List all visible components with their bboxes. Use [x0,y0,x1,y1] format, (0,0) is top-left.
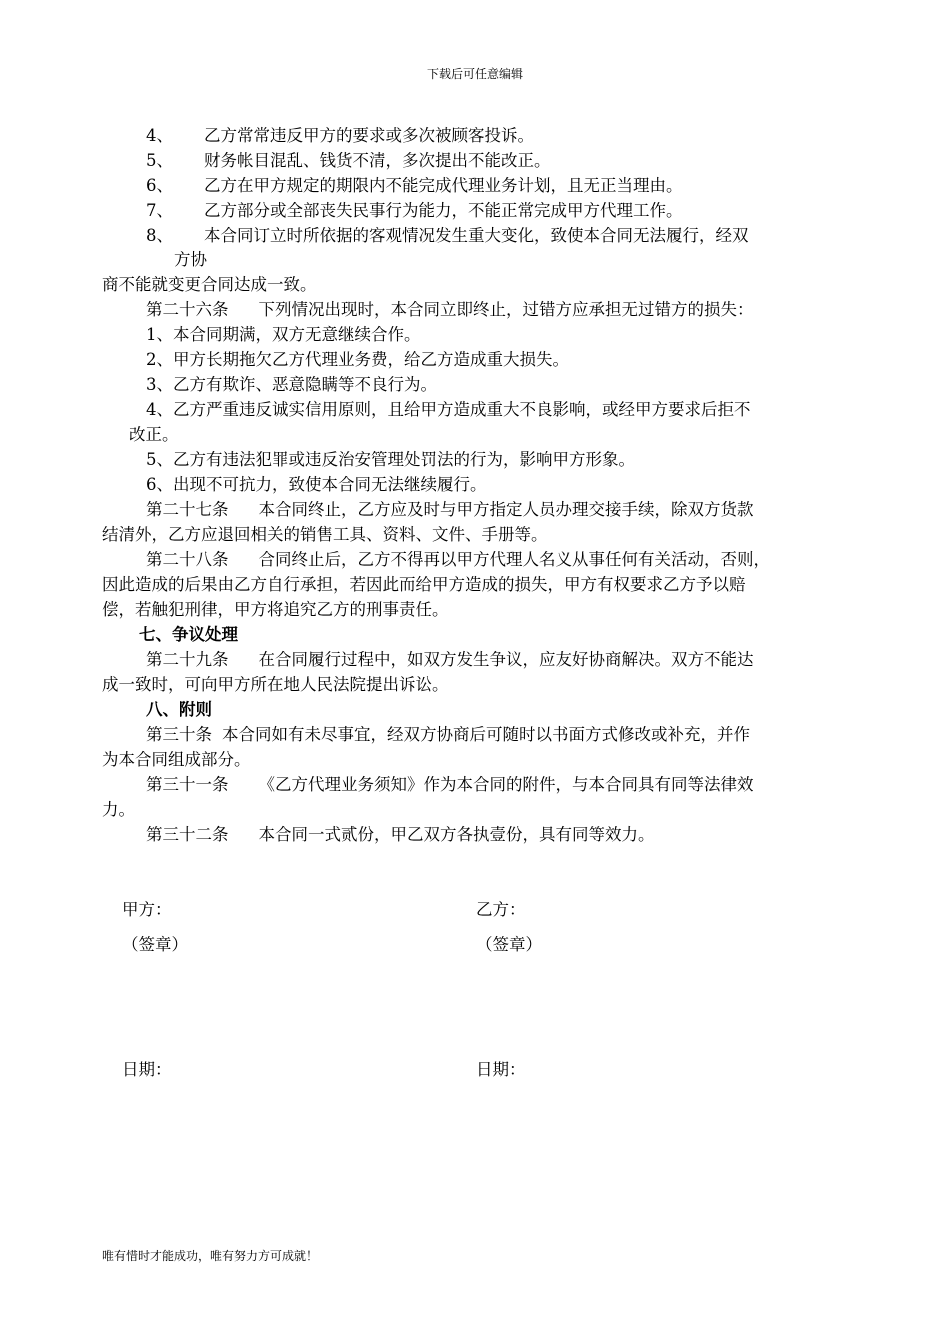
article-title: 第二十七条 [146,500,229,519]
article-title: 第二十九条 [146,650,229,669]
article-text: 下列情况出现时，本合同立即终止，过错方应承担无过错方的损失： [258,300,754,319]
article-text-line: 成一致时，可向甲方所在地人民法院提出诉讼。 [102,675,449,694]
party-a-label: 甲方： [122,900,172,919]
list-item: 6、出现不可抗力，致使本合同无法继续履行。 [146,475,487,494]
item-text: 乙方常常违反甲方的要求或多次被顾客投诉。 [204,126,534,145]
article-29 [146,648,754,672]
list-item [146,224,749,248]
page-header: 下载后可任意编辑 [426,67,523,81]
item-text: 乙方在甲方规定的期限内不能完成代理业务计划，且无正当理由。 [204,176,683,195]
item-number: 5、 [146,151,173,170]
item-number: 7、 [146,201,173,220]
article-32 [146,823,655,847]
article-30 [146,723,750,747]
article-title: 第三十条 [146,725,212,744]
page-footer: 唯有惜时才能成功，唯有努力方可成就！ [102,1249,319,1263]
item-continuation: 商不能就变更合同达成一致。 [102,275,317,294]
party-a-seal: （签章） [122,935,188,954]
article-28 [146,548,770,572]
article-text-line: 因此造成的后果由乙方自行承担，若因此而给甲方造成的损失，甲方有权要求乙方予以赔 [102,575,746,594]
section-heading: 七、争议处理 [139,625,238,644]
item-continuation: 方协 [174,250,207,269]
item-text: 财务帐目混乱、钱货不清，多次提出不能改正。 [204,151,551,170]
item-number: 4、 [146,126,173,145]
list-item [146,149,551,173]
party-b-label: 乙方： [476,900,526,919]
list-item [146,199,683,223]
article-title: 第三十二条 [146,825,229,844]
list-item: 5、乙方有违法犯罪或违反治安管理处罚法的行为，影响甲方形象。 [146,450,635,469]
party-a-date: 日期： [122,1060,172,1079]
list-item: 4、乙方严重违反诚实信用原则，且给甲方造成重大不良影响，或经甲方要求后拒不 [146,400,751,419]
article-text: 本合同如有未尽事宜，经双方协商后可随时以书面方式修改或补充，并作 [222,725,750,744]
article-text: 在合同履行过程中，如双方发生争议，应友好协商解决。双方不能达 [258,650,754,669]
list-item: 3、乙方有欺诈、恶意隐瞒等不良行为。 [146,375,437,394]
article-26 [146,298,754,322]
list-item: 2、甲方长期拖欠乙方代理业务费，给乙方造成重大损失。 [146,350,569,369]
article-title: 第二十六条 [146,300,229,319]
item-text: 乙方部分或全部丧失民事行为能力，不能正常完成甲方代理工作。 [204,201,683,220]
party-b-seal: （签章） [476,935,542,954]
article-text: 本合同终止，乙方应及时与甲方指定人员办理交接手续，除双方货款 [258,500,754,519]
article-text-line: 结清外，乙方应退回相关的销售工具、资料、文件、手册等。 [102,525,548,544]
article-text: 本合同一式贰份，甲乙双方各执壹份，具有同等效力。 [258,825,655,844]
list-item: 1、本合同期满，双方无意继续合作。 [146,325,421,344]
article-27 [146,498,754,522]
item-number: 6、 [146,176,173,195]
article-text-line: 为本合同组成部分。 [102,750,251,769]
article-text-line: 偿，若触犯刑律，甲方将追究乙方的刑事责任。 [102,600,449,619]
item-number: 8、 [146,226,173,245]
article-text-line: 力。 [102,800,135,819]
list-item [146,174,683,198]
article-text: 合同终止后，乙方不得再以甲方代理人名义从事任何有关活动，否则， [258,550,770,569]
article-text: 《乙方代理业务须知》作为本合同的附件，与本合同具有同等法律效 [258,775,754,794]
list-item [146,124,534,148]
article-title: 第二十八条 [146,550,229,569]
item-text: 本合同订立时所依据的客观情况发生重大变化，致使本合同无法履行，经双 [204,226,749,245]
article-title: 第三十一条 [146,775,229,794]
list-item-continuation: 改正。 [129,425,179,444]
article-31 [146,773,754,797]
party-b-date: 日期： [476,1060,526,1079]
section-heading: 八、附则 [146,700,212,719]
